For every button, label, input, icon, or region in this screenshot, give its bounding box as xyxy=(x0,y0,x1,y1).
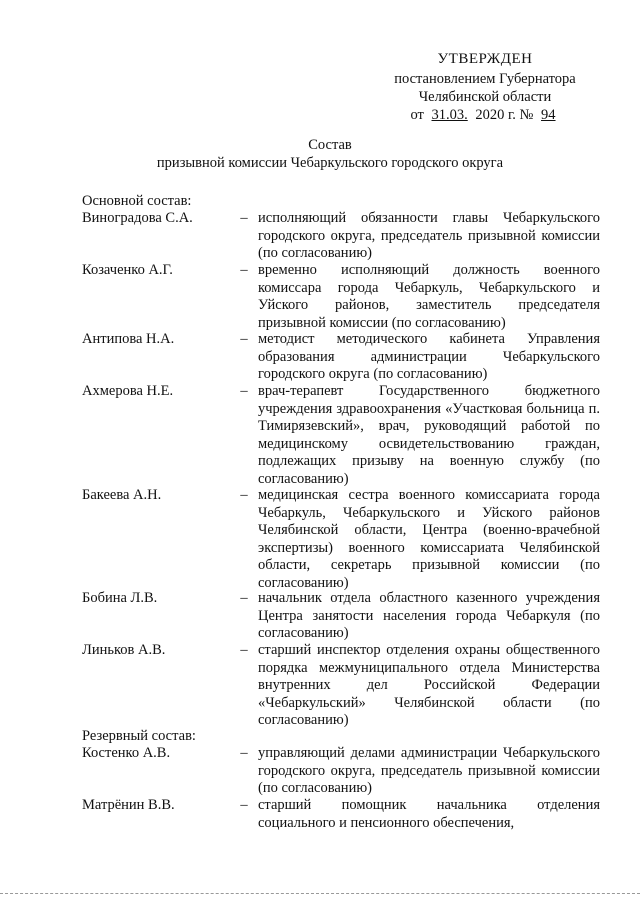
dash: – xyxy=(240,590,248,606)
approval-line-1: постановлением Губернатора xyxy=(394,71,576,87)
member-position: старший помощник начальника отделения социального и пенсионного обеспечения, xyxy=(258,797,600,831)
date-prefix: от xyxy=(410,107,424,123)
member-position: старший инспектор отделения охраны общественного порядка межмуниципального отдела Министерства внутренних дел Российской Федерации «Чебаркульский» Челябинской области (по согласованию) xyxy=(258,642,600,728)
approval-number: 94 xyxy=(541,107,556,123)
approval-heading: УТВЕРЖДЕН xyxy=(437,51,533,67)
dash: – xyxy=(240,210,248,226)
approval-date: 31.03. xyxy=(431,107,468,123)
main-section-heading: Основной состав: xyxy=(82,193,192,209)
dash: – xyxy=(240,383,248,399)
title-line-2: призывной комиссии Чебаркульского городского округа xyxy=(156,155,504,171)
member-name: Бобина Л.В. xyxy=(82,590,158,606)
member-position: врач-терапевт Государственного бюджетного учреждения здравоохранения «Участковая больница п. Тимирязевский», врач, руководящий работой по медицинскому освидетельствованию граждан, подлежащих призыву на военную службу (по согласованию) xyxy=(258,383,600,487)
member-name: Ахмерова Н.Е. xyxy=(82,383,174,399)
member-position: медицинская сестра военного комиссариата города Чебаркуль, Чебаркульского и Уйского районов Челябинской области, Центра (военно-врачебной экспертизы) военного комиссариата Челябинской области, секретарь призывной комиссии (по согласованию) xyxy=(258,487,600,591)
approval-line-2: Челябинской области xyxy=(418,89,552,105)
title-line-1: Состав xyxy=(308,137,352,153)
member-position: управляющий делами администрации Чебаркульского городского округа, председатель призывной комиссии (по согласованию) xyxy=(258,745,600,796)
member-name: Линьков А.В. xyxy=(82,642,166,658)
dash: – xyxy=(240,642,248,658)
member-name: Антипова Н.А. xyxy=(82,331,175,347)
member-position: методист методического кабинета Управления образования администрации Чебаркульского городского округа (по согласованию) xyxy=(258,331,600,382)
page-bottom-edge xyxy=(0,893,640,894)
member-position: временно исполняющий должность военного комиссара города Чебаркуль, Чебаркульского и Уйского районов, заместитель председателя призывной комиссии (по согласованию) xyxy=(258,262,600,331)
member-position: начальник отдела областного казенного учреждения Центра занятости населения города Чебаркуля (по согласованию) xyxy=(258,590,600,641)
reserve-section-heading: Резервный состав: xyxy=(82,728,196,744)
member-name: Матрёнин В.В. xyxy=(82,797,175,813)
member-name: Козаченко А.Г. xyxy=(82,262,173,278)
document-title xyxy=(140,136,520,172)
member-position: исполняющий обязанности главы Чебаркульского городского округа, председатель призывной комиссии (по согласованию) xyxy=(258,210,600,261)
dash: – xyxy=(240,262,248,278)
dash: – xyxy=(240,487,248,503)
approval-date-line xyxy=(380,106,590,124)
member-name: Костенко А.В. xyxy=(82,745,171,761)
member-name: Виноградова С.А. xyxy=(82,210,193,226)
approval-year: 2020 г. № xyxy=(475,107,534,123)
dash: – xyxy=(240,745,248,761)
member-name: Бакеева А.Н. xyxy=(82,487,162,503)
approval-block xyxy=(380,50,590,124)
dash: – xyxy=(240,331,248,347)
dash: – xyxy=(240,797,248,813)
